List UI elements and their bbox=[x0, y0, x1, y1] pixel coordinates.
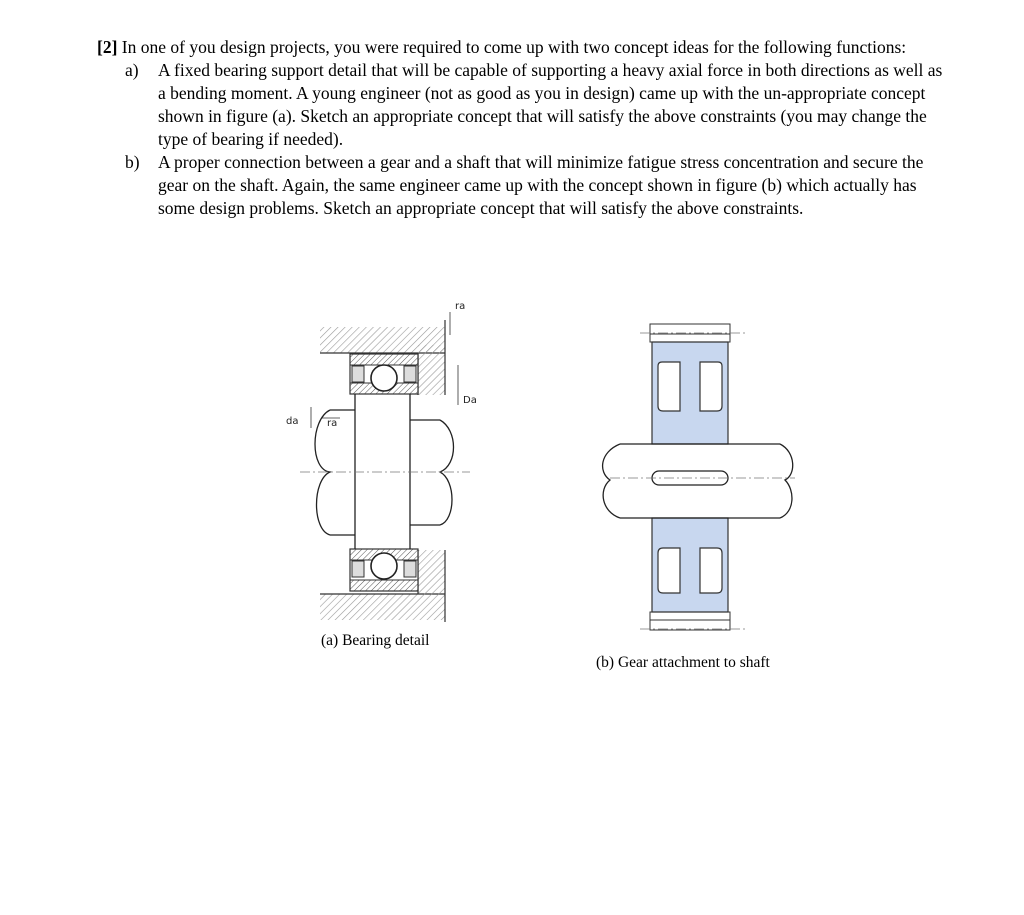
housing-bottom-right bbox=[418, 550, 445, 595]
item-label: b) bbox=[125, 152, 140, 172]
gear-rim-bottom bbox=[640, 612, 748, 630]
housing-bottom bbox=[320, 594, 445, 620]
question-item-b bbox=[97, 151, 947, 220]
question-number: [2] bbox=[97, 37, 118, 57]
question-item-a bbox=[97, 59, 947, 151]
housing-top-right bbox=[418, 345, 445, 395]
figure-a-caption: (a) Bearing detail bbox=[321, 632, 430, 649]
label-ra-top: ra bbox=[455, 301, 466, 312]
bearing-bottom bbox=[350, 549, 418, 591]
question-block bbox=[97, 36, 947, 220]
figure-b-caption: (b) Gear attachment to shaft bbox=[596, 654, 770, 671]
item-text: A fixed bearing support detail that will be capable of supporting a heavy axial force in both directions as well as a bending moment. A young engineer (not as good as you in design) came up with the un-appropriate concept shown in figure (a). Sketch an appropriate concept that will satisfy the above constraints (you may change the type of bearing if needed). bbox=[158, 60, 943, 149]
label-Da: Da bbox=[463, 395, 477, 406]
item-text: A proper connection between a gear and a shaft that will minimize fatigue stress concentration and secure the gear on the shaft. Again, the same engineer came up with the concept shown in figure (b) which actually has some design problems. Sketch an appropriate concept that will satisfy the above constraints. bbox=[158, 152, 924, 218]
figure-b-gear-drawing bbox=[595, 315, 805, 650]
figure-a-bearing-drawing bbox=[270, 290, 500, 630]
question-intro-text: In one of you design projects, you were required to come up with two concept ideas for the following functions: bbox=[121, 37, 907, 57]
question-intro bbox=[97, 36, 947, 59]
gear-rim-top bbox=[640, 324, 748, 342]
label-da: da bbox=[286, 416, 299, 427]
bearing-top bbox=[350, 354, 418, 394]
label-ra-left: ra bbox=[327, 418, 338, 429]
item-label: a) bbox=[125, 60, 139, 80]
